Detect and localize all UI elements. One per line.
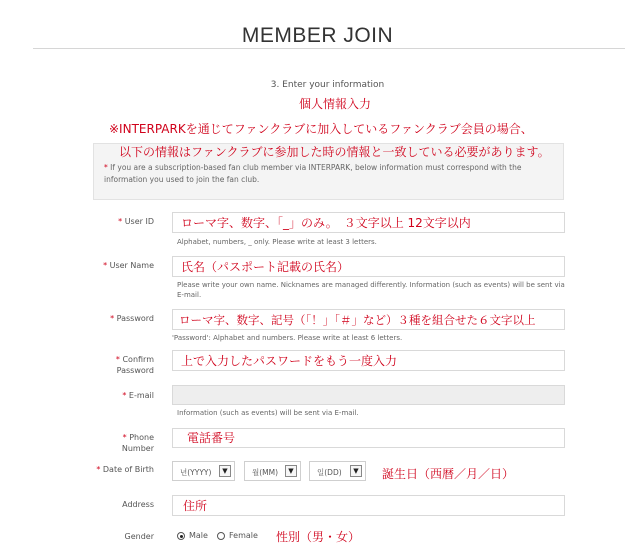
user-name-value: 氏名（パスポート記載の氏名）	[181, 260, 350, 274]
required-star: *	[110, 314, 115, 323]
dob-day-value: 일(DD)	[317, 468, 342, 477]
required-star: *	[118, 217, 123, 226]
user-id-help: Alphabet, numbers, _ only. Please write at least 3 letters.	[177, 238, 377, 246]
required-star: *	[122, 433, 127, 442]
phone-label-text: Phone Number	[121, 433, 154, 453]
user-name-input[interactable]	[172, 256, 565, 277]
email-label-text: E-mail	[128, 391, 154, 400]
email-input[interactable]	[172, 385, 565, 405]
step-label: 3. Enter your information	[270, 80, 385, 90]
user-id-input[interactable]	[172, 212, 565, 233]
gender-label: Gender	[124, 532, 154, 541]
confirm-password-input[interactable]	[172, 350, 565, 371]
dob-label	[94, 464, 154, 475]
user-id-label	[94, 216, 154, 227]
annotation-heading: 個人情報入力	[298, 97, 371, 111]
password-label	[94, 313, 154, 324]
required-star: *	[103, 261, 108, 270]
chevron-down-icon: ▼	[350, 465, 362, 477]
notice-message: If you are a subscription-based fan club member via INTERPARK, below information must correspond with the information you used to join the fan club.	[104, 163, 522, 184]
address-label: Address	[122, 500, 154, 509]
chevron-down-icon: ▼	[285, 465, 297, 477]
dob-annotation: 誕生日（西暦／月／日）	[382, 467, 515, 481]
gender-female-label[interactable]: Female	[229, 531, 258, 540]
address-input[interactable]	[172, 495, 565, 516]
gender-annotation: 性別（男・女）	[276, 530, 361, 544]
gender-male-label[interactable]: Male	[189, 531, 208, 540]
email-help: Information (such as events) will be sent via E-mail.	[177, 409, 359, 417]
phone-value: 電話番号	[187, 431, 236, 445]
required-star: *	[104, 163, 108, 172]
password-input[interactable]	[172, 309, 565, 330]
confirm-password-label-line-1: Confirm	[122, 355, 154, 364]
phone-label	[94, 432, 154, 454]
gender-female-radio[interactable]	[217, 532, 225, 540]
confirm-password-label-line-2: Password	[116, 366, 154, 375]
address-value: 住所	[183, 499, 208, 513]
user-id-label-text: User ID	[124, 217, 154, 226]
annotation-line-2: 以下の情報はファンクラブに参加した時の情報と一致している必要があります。	[119, 145, 550, 159]
password-label-text: Password	[116, 314, 154, 323]
required-star: *	[96, 465, 101, 474]
dob-day-select[interactable]	[309, 461, 366, 481]
user-id-value: ローマ字、数字、「_」のみ。 ３文字以上 12文字以内	[181, 216, 471, 230]
password-value: ローマ字、数字、記号（「！」「＃」など）３種を組合せた６文字以上	[179, 313, 536, 327]
dob-year-select[interactable]	[172, 461, 235, 481]
title-divider	[33, 48, 625, 49]
required-star: *	[115, 355, 120, 364]
phone-input[interactable]	[172, 428, 565, 448]
required-star: *	[122, 391, 127, 400]
user-name-label	[94, 260, 154, 271]
dob-month-select[interactable]	[244, 461, 301, 481]
user-name-label-text: User Name	[109, 261, 154, 270]
confirm-password-label	[94, 354, 154, 376]
annotation-line-1: ※INTERPARKを通じてファンクラブに加入しているファンクラブ会員の場合、	[109, 122, 533, 136]
gender-male-radio[interactable]	[177, 532, 185, 540]
user-name-help: Please write your own name. Nicknames are managed differently. Information (such as events) will be sent via E-mail.	[177, 281, 565, 299]
notice-text	[104, 162, 562, 186]
confirm-password-value: 上で入力したパスワードをもう一度入力	[181, 354, 398, 368]
password-help: 'Password': Alphabet and numbers. Please write at least 6 letters.	[172, 334, 403, 342]
dob-label-text: Date of Birth	[102, 465, 154, 474]
chevron-down-icon: ▼	[219, 465, 231, 477]
dob-year-value: 년(YYYY)	[180, 468, 212, 477]
email-label	[94, 390, 154, 401]
page-title: MEMBER JOIN	[241, 24, 394, 47]
dob-month-value: 월(MM)	[252, 468, 279, 477]
